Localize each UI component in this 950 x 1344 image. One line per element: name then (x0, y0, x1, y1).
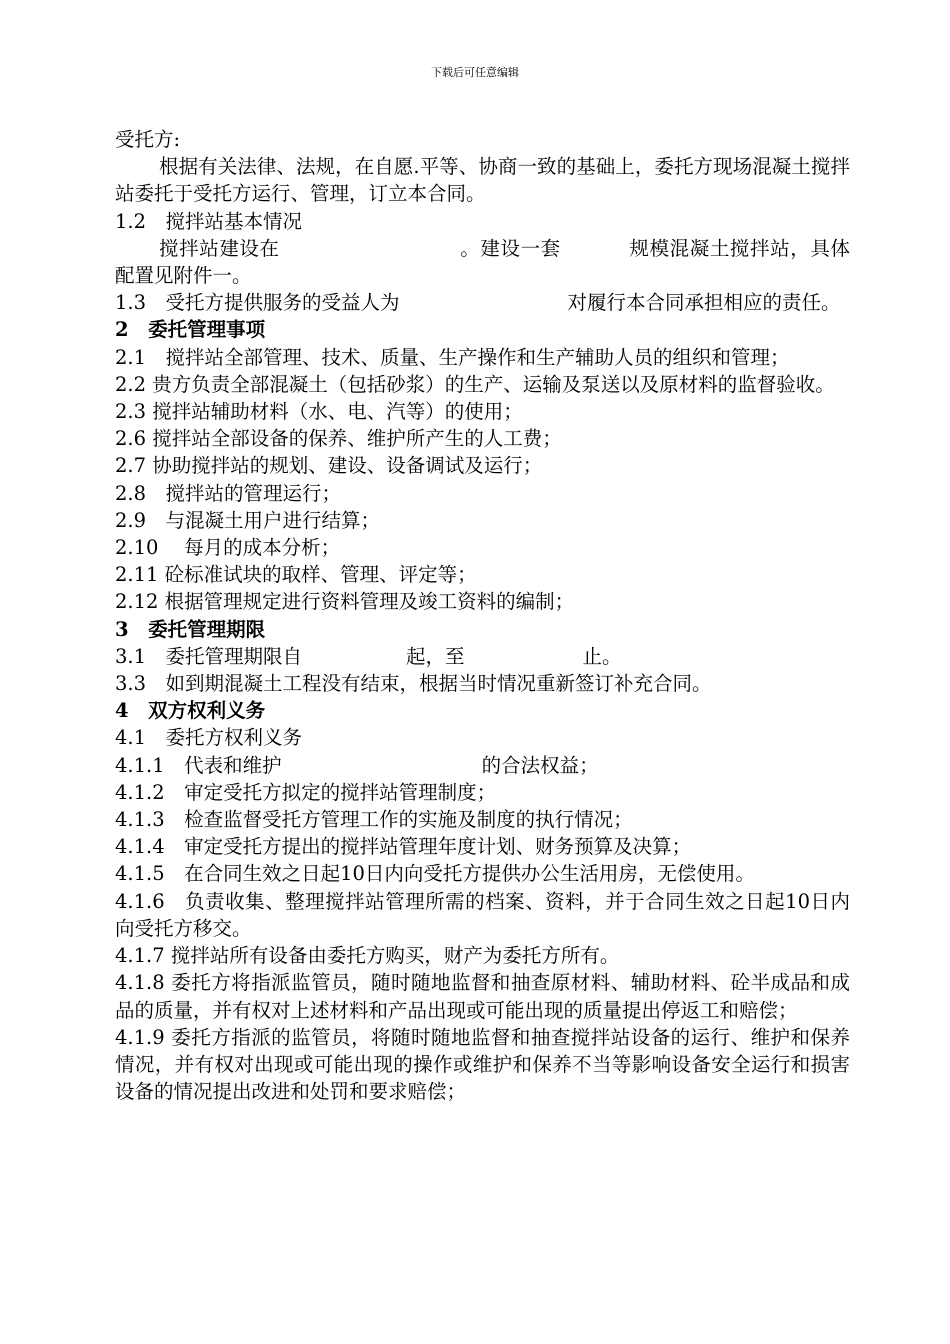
clause-3-1 (115, 643, 850, 670)
clause-4-1-2: 4.1.2 审定受托方拟定的搅拌站管理制度； (115, 780, 497, 804)
section-heading-3: 3 委托管理期限 (115, 617, 266, 641)
document-body (115, 126, 850, 1105)
clause-2-2: 2.2 贵方负责全部混凝土（包括砂浆）的生产、运输及泵送以及原材料的监督验收。 (115, 372, 835, 396)
clause-4-1-5: 4.1.5 在合同生效之日起10日内向受托方提供办公生活用房，无偿使用。 (115, 862, 755, 886)
paragraph-trustee-label: 受托方: (115, 128, 181, 151)
paragraph-station-info (115, 235, 850, 289)
clause-4-1: 4.1 委托方权利义务 (115, 726, 303, 750)
clause-4-1-1 (115, 752, 850, 779)
clause-1-3 (115, 289, 850, 316)
clause-2-12: 2.12 根据管理规定进行资料管理及竣工资料的编制； (115, 590, 575, 614)
clause-2-3: 2.3 搅拌站辅助材料（水、电、汽等）的使用； (115, 400, 523, 424)
clause-2-9: 2.9 与混凝土用户进行结算； (115, 508, 381, 532)
clause-4-1-6: 4.1.6 负责收集、整理搅拌站管理所需的档案、资料，并于合同生效之日起10日内向受托方移交。 (115, 889, 850, 940)
page-header: 下载后可任意编辑 (431, 66, 519, 79)
clause-3-3: 3.3 如到期混凝土工程没有结束，根据当时情况重新签订补充合同。 (115, 672, 712, 696)
paragraph-preamble: 根据有关法律、法规，在自愿.平等、协商一致的基础上，委托方现场混凝土搅拌站委托于受托方运行、管理，订立本合同。 (115, 155, 850, 206)
text-fragment: 规模混凝土搅拌站，具体配置见附件一。 (115, 236, 850, 288)
clause-2-6: 2.6 搅拌站全部设备的保养、维护所产生的人工费； (115, 427, 562, 451)
clause-4-1-3: 4.1.3 检查监督受托方管理工作的实施及制度的执行情况； (115, 808, 633, 832)
text-fragment: 的合法权益； (481, 753, 599, 777)
text-fragment: 止。 (582, 644, 622, 668)
text-fragment: 搅拌站建设在 (159, 236, 280, 260)
clause-4-1-4: 4.1.4 审定受托方提出的搅拌站管理年度计划、财务预算及决算； (115, 835, 692, 859)
text-fragment: 1.3 受托方提供服务的受益人为 (115, 291, 400, 315)
clause-2-1: 2.1 搅拌站全部管理、技术、质量、生产操作和生产辅助人员的组织和管理； (115, 345, 790, 369)
clause-4-1-7: 4.1.7 搅拌站所有设备由委托方购买，财产为委托方所有。 (115, 944, 620, 968)
text-fragment: 3.1 委托管理期限自 (115, 644, 303, 668)
text-fragment: 。建设一套 (459, 236, 561, 260)
clause-2-7: 2.7 协助搅拌站的规划、建设、设备调试及运行； (115, 454, 543, 478)
clause-4-1-9: 4.1.9 委托方指派的监管员，将随时随地监督和抽查搅拌站设备的运行、维护和保养情况，并有权对出现或可能出现的操作或维护和保养不当等影响设备安全运行和损害设备的情况提出改进和处罚和要求赔偿； (115, 1025, 850, 1104)
clause-4-1-8: 4.1.8 委托方将指派监管员，随时随地监督和抽查原材料、辅助材料、砼半成品和成品的质量，并有权对上述材料和产品出现或可能出现的质量提出停返工和赔偿； (115, 971, 850, 1022)
text-fragment: 起，至 (406, 644, 465, 668)
section-heading-4: 4 双方权利义务 (115, 699, 266, 723)
text-fragment: 对履行本合同承担相应的责任。 (567, 291, 841, 315)
text-fragment: 4.1.1 代表和维护 (115, 753, 282, 777)
clause-1-2: 1.2 搅拌站基本情况 (115, 209, 303, 233)
clause-2-8: 2.8 搅拌站的管理运行； (115, 481, 342, 505)
clause-2-11: 2.11 砼标准试块的取样、管理、评定等； (115, 563, 477, 587)
clause-2-10: 2.10 每月的成本分析； (115, 536, 341, 560)
section-heading-2: 2 委托管理事项 (115, 318, 266, 342)
